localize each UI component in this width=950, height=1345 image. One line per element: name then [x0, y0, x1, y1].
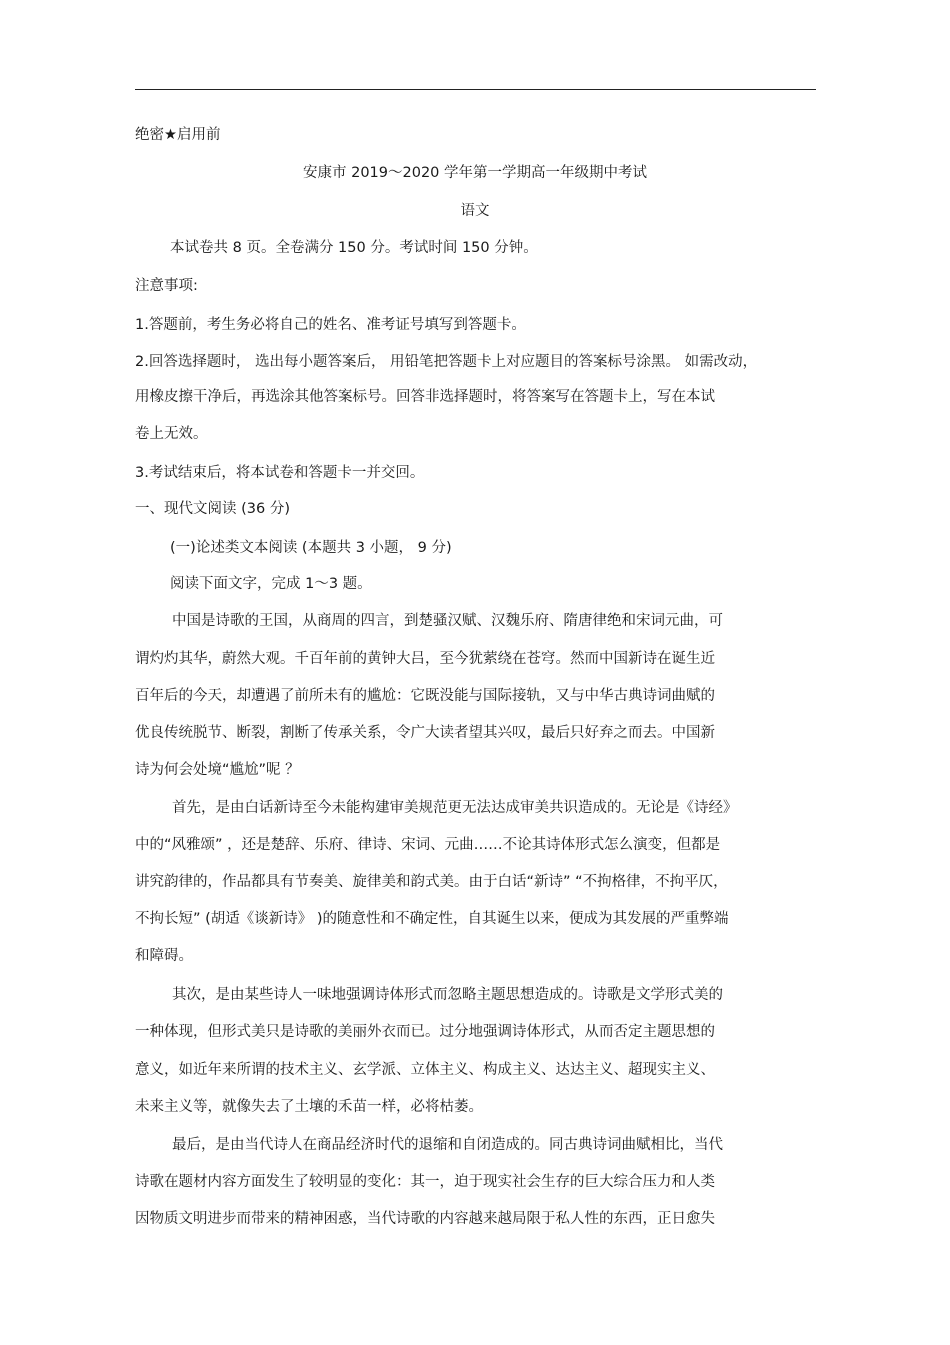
passage-line: 优良传统脱节、断裂，割断了传承关系，令广大读者望其兴叹，最后只好弃之而去。中国新	[135, 725, 715, 741]
reading-directive: 阅读下面文字，完成 1～3 题。	[170, 576, 372, 592]
passage-line: 诗为何会处境“尴尬”呢 ？	[135, 762, 300, 778]
passage-line: 其次，是由某些诗人一味地强调诗体形式而忽略主题思想造成的。诗歌是文学形式美的	[172, 987, 723, 1003]
subsection-heading: (一)论述类文本阅读 (本题共 3 小题， 9 分)	[170, 540, 452, 556]
passage-line: 不拘长短” (胡适《谈新诗》 )的随意性和不确定性，自其诞生以来，便成为其发展的严重弊端	[135, 911, 729, 927]
notice-item-1: 1.答题前，考生务必将自己的姓名、准考证号填写到答题卡。	[135, 317, 526, 333]
notice-item-2: 2.回答选择题时， 选出每小题答案后， 用铅笔把答题卡上对应题目的答案标号涂黑。 如需改动，	[135, 354, 758, 370]
passage-line: 最后，是由当代诗人在商品经济时代的退缩和自闭造成的。同古典诗词曲赋相比，当代	[172, 1137, 723, 1153]
section-heading: 一、现代文阅读 (36 分)	[135, 501, 290, 517]
passage-line: 讲究韵律的，作品都具有节奏美、旋律美和韵式美。由于白话“新诗” “不拘格律，不拘平仄，	[135, 874, 728, 890]
passage-line: 百年后的今天，却遭遇了前所未有的尴尬：它既没能与国际接轨，又与中华古典诗词曲赋的	[135, 688, 715, 704]
passage-line: 意义，如近年来所谓的技术主义、玄学派、立体主义、构成主义、达达主义、超现实主义、	[135, 1062, 715, 1078]
header-rule	[135, 89, 816, 90]
intro-text: 本试卷共 8 页。全卷满分 150 分。考试时间 150 分钟。	[170, 240, 538, 256]
passage-line: 诗歌在题材内容方面发生了较明显的变化：其一，迫于现实社会生存的巨大综合压力和人类	[135, 1174, 715, 1190]
notice-heading: 注意事项:	[135, 278, 198, 294]
passage-line: 谓灼灼其华，蔚然大观。千百年前的黄钟大吕，至今犹萦绕在苍穹。然而中国新诗在诞生近	[135, 651, 715, 667]
passage-line: 未来主义等，就像失去了土壤的禾苗一样，必将枯萎。	[135, 1099, 483, 1115]
notice-item-2-cont: 用橡皮擦干净后，再选涂其他答案标号。回答非选择题时，将答案写在答题卡上，写在本试	[135, 389, 715, 405]
passage-line: 一种体现，但形式美只是诗歌的美丽外衣而已。过分地强调诗体形式，从而否定主题思想的	[135, 1024, 715, 1040]
confidential-label: 绝密★启用前	[135, 127, 221, 143]
passage-line: 中国是诗歌的王国，从商周的四言，到楚骚汉赋、汉魏乐府、隋唐律绝和宋词元曲，可	[172, 613, 723, 629]
notice-item-2-cont: 卷上无效。	[135, 426, 208, 442]
subject-title: 语文	[460, 203, 490, 219]
notice-item-3: 3.考试结束后，将本试卷和答题卡一并交回。	[135, 465, 425, 481]
exam-title: 安康市 2019～2020 学年第一学期高一年级期中考试	[302, 165, 648, 181]
passage-line: 因物质文明进步而带来的精神困惑，当代诗歌的内容越来越局限于私人性的东西，正日愈失	[135, 1211, 715, 1227]
passage-line: 中的“风雅颂” ，还是楚辞、乐府、律诗、宋词、元曲……不论其诗体形式怎么演变，但都是	[135, 837, 721, 853]
passage-line: 首先，是由白话新诗至今未能构建审美规范更无法达成审美共识造成的。无论是《诗经》	[172, 800, 738, 816]
passage-line: 和障碍。	[135, 948, 193, 964]
